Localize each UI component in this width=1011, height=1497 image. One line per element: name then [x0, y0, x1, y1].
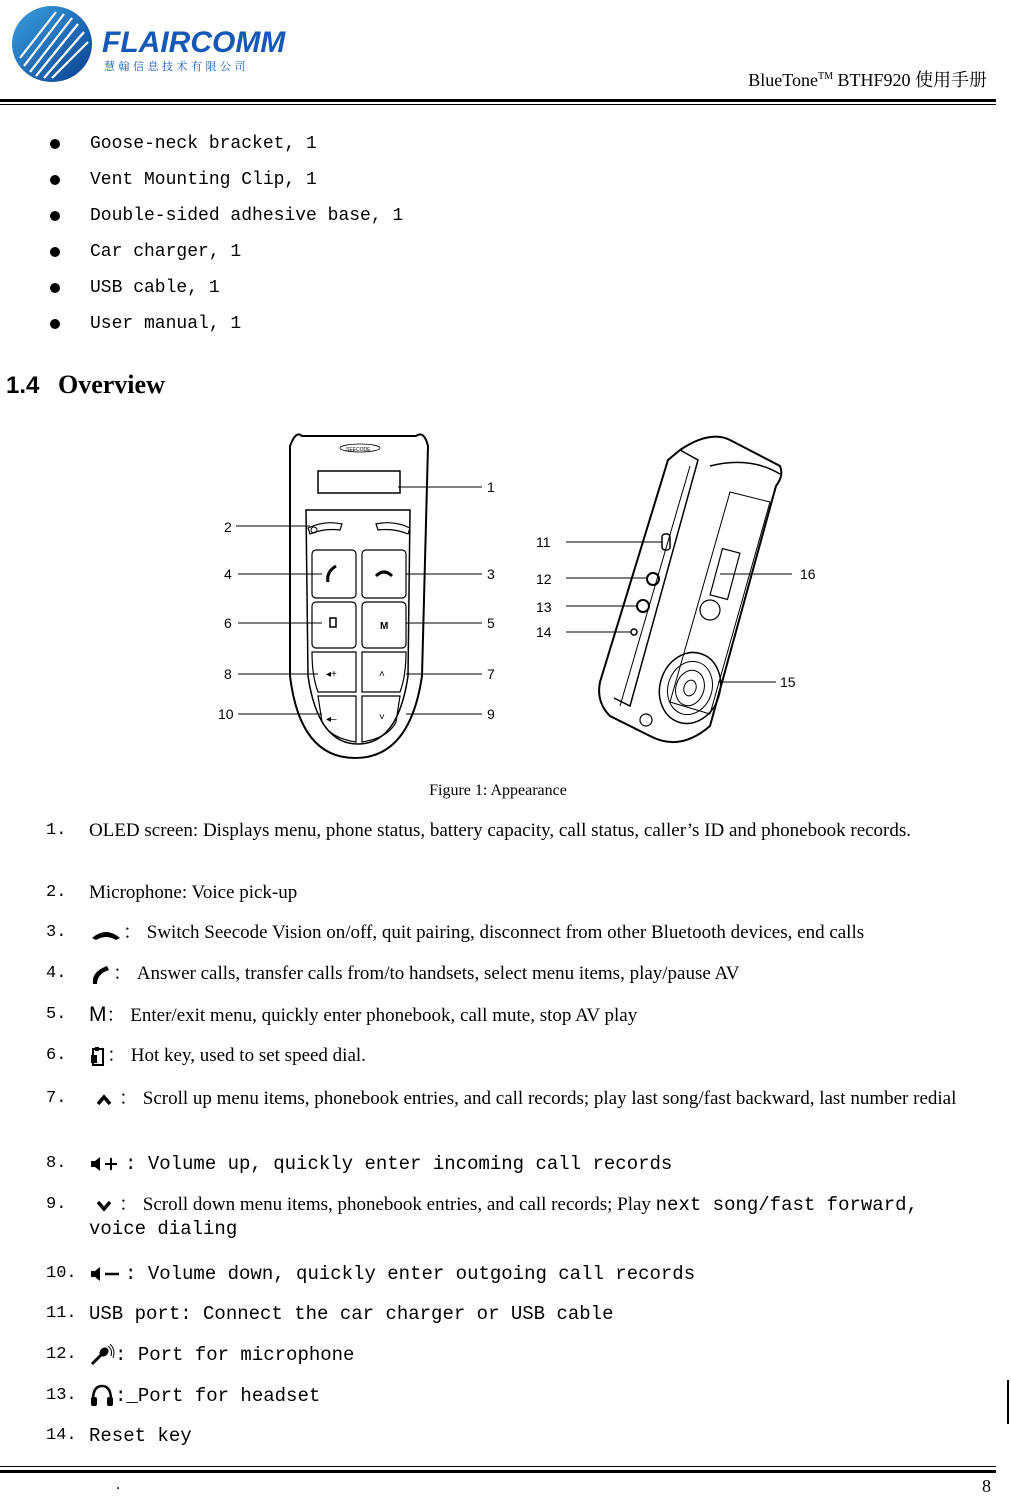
- logo-text: FLAIRCOMM: [102, 26, 286, 59]
- svg-text:◂–: ◂–: [326, 714, 337, 725]
- callout-9: 9: [487, 706, 495, 722]
- answer-call-icon: [89, 964, 113, 986]
- callout-13: 13: [536, 599, 552, 615]
- callout-16: 16: [800, 566, 816, 582]
- callout-4: 4: [224, 566, 232, 582]
- svg-text:˄: ˄: [379, 669, 385, 680]
- callout-8: 8: [224, 666, 232, 682]
- flaircomm-logo: [6, 4, 306, 84]
- header-rule: [0, 99, 996, 102]
- front-logo-text: SEECODE: [346, 447, 371, 453]
- svg-text:M: M: [380, 621, 389, 632]
- trademark-mark: TM: [817, 71, 833, 82]
- callout-6: 6: [224, 615, 232, 631]
- logo-subtext: 慧 翰 信 息 技 术 有 限 公 司: [104, 60, 246, 73]
- microphone-icon: [89, 1344, 115, 1366]
- callout-11: 11: [536, 534, 551, 550]
- hot-key-icon: [89, 1046, 107, 1068]
- svg-text:˅: ˅: [379, 712, 385, 723]
- volume-up-icon: [89, 1155, 125, 1173]
- scroll-down-icon: [89, 1198, 119, 1214]
- flaircomm-globe-icon: [6, 4, 306, 84]
- callout-2: 2: [224, 519, 232, 535]
- end-call-icon: [89, 926, 123, 942]
- callout-5: 5: [487, 615, 495, 631]
- footer-rule: [0, 1470, 996, 1473]
- callout-15: 15: [780, 674, 796, 690]
- callout-10: 10: [218, 706, 234, 722]
- figure-caption: Figure 1: Appearance: [429, 782, 567, 799]
- scroll-up-icon: [89, 1092, 119, 1108]
- document-title: BlueTone™ BTHF920 使用手册: [748, 70, 987, 90]
- footer-rule-thin: [0, 1466, 996, 1467]
- headset-icon: [89, 1384, 115, 1408]
- menu-icon: M: [89, 1003, 107, 1026]
- volume-down-icon: [89, 1265, 125, 1283]
- device-front-view: [290, 434, 428, 758]
- callout-12: 12: [536, 571, 552, 587]
- svg-text:◂+: ◂+: [326, 669, 337, 680]
- callout-3: 3: [487, 566, 495, 582]
- device-side-view: [599, 437, 781, 742]
- margin-mark: [1007, 1380, 1009, 1424]
- page-number: 8: [982, 1476, 991, 1496]
- callout-1: 1: [487, 479, 495, 495]
- footer-mark: .: [116, 1476, 120, 1493]
- header-rule-thin: [0, 104, 996, 105]
- device-appearance-figure: [210, 426, 830, 766]
- section-title: Overview: [58, 370, 165, 399]
- callout-14: 14: [536, 624, 552, 640]
- callout-7: 7: [487, 666, 495, 682]
- section-number: 1.4: [6, 372, 40, 399]
